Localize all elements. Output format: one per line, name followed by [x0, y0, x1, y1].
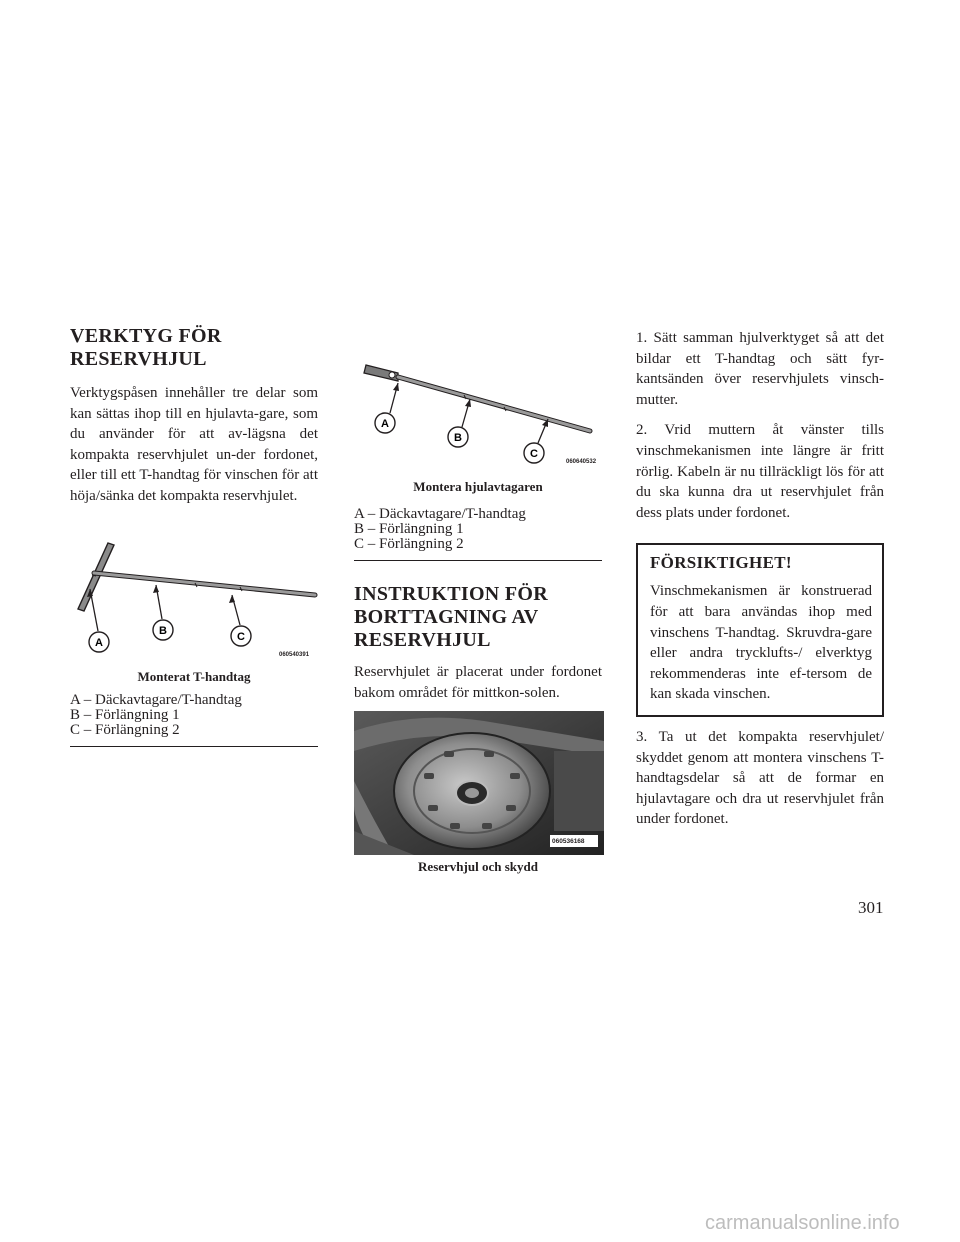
watermark: carmanualsonline.info [705, 1212, 900, 1234]
photo-caption: Reservhjul och skydd [418, 859, 538, 875]
heading-line: VERKTYG FÖR [70, 325, 222, 347]
removal-paragraph: Reservhjulet är placerat under fordonet bakom området för mittkon-solen. [354, 664, 602, 701]
section-heading-tools [70, 325, 318, 371]
legend-item: B – Förlängning 1 [70, 706, 180, 723]
figure-caption: Montera hjulavtagaren [413, 479, 543, 494]
callout-b: B [454, 432, 462, 444]
page-number: 301 [858, 898, 884, 917]
legend-item: A – Däckavtagare/T-handtag [354, 506, 526, 522]
callout-a: A [381, 418, 389, 430]
caution-box [636, 543, 884, 717]
t-handle-illustration [70, 535, 318, 667]
spare-wheel-image [354, 711, 604, 855]
spare-wheel-photo [354, 711, 604, 855]
step-2: 2. Vrid muttern åt vänster tills vinschmekanismen inte längre är fritt rörlig. Kabeln är nu tillräckligt lös för att du ska kunna dra ut reservhjulet från dess plats under fordonet. [636, 422, 884, 521]
photo-code: 060536168 [552, 838, 585, 846]
figure-wheel-remover [354, 355, 602, 467]
section-heading-removal [354, 583, 602, 652]
column-middle [354, 355, 602, 875]
legend-item: C – Förlängning 2 [354, 536, 464, 552]
figure-code: 060640532 [566, 459, 597, 465]
heading-line: BORTTAGNING AV [354, 606, 539, 628]
step-1: 1. Sätt samman hjulverktyget så att det bildar ett T-handtag och sätt fyr-kantsänden över reservhjulets vinsch-mutter. [636, 330, 884, 408]
legend-item: C – Förlängning 2 [70, 721, 180, 738]
figure-t-handle [70, 535, 318, 667]
caution-title: FÖRSIKTIGHET! [650, 553, 792, 573]
heading-line: RESERVHJUL [354, 629, 491, 651]
callout-c: C [237, 630, 245, 643]
step-3: 3. Ta ut det kompakta reservhjulet/ skyddet genom att montera vinschens T-handtagsdelar så att de formar en hjulavtagare och dra ut reservhjulet från under fordonet. [636, 728, 884, 828]
callout-b: B [159, 624, 167, 637]
heading-line: INSTRUKTION FÖR [354, 583, 548, 605]
figure-caption: Monterat T-handtag [137, 668, 251, 684]
column-right [636, 328, 884, 830]
wheel-remover-illustration [354, 355, 602, 467]
callout-a: A [95, 636, 103, 649]
tools-paragraph: Verktygspåsen innehåller tre delar som kan sättas ihop till en hjulavta-gare, som du använder för att av-lägsna det kompakta reservhjulet un-der fordonet, eller till ett T-handtag för vinschen för att höja/sänka det kompakta reservhjulet. [70, 385, 318, 504]
figure-legend [354, 507, 602, 561]
legend-item: A – Däckavtagare/T-handtag [70, 691, 242, 708]
column-left [70, 325, 318, 747]
legend-item: B – Förlängning 1 [354, 521, 464, 537]
figure-code: 060540391 [279, 651, 310, 658]
callout-c: C [530, 448, 538, 460]
caution-text: Vinschmekanismen är konstruerad för att bara användas ihop med vinschens T-handtag. Skruvdra-gare eller andra trycklufts-/ elverktyg rekommenderas inte ef-tersom de kan skada vinschen. [650, 583, 872, 703]
heading-line: RESERVHJUL [70, 348, 207, 370]
figure-legend [70, 693, 318, 747]
